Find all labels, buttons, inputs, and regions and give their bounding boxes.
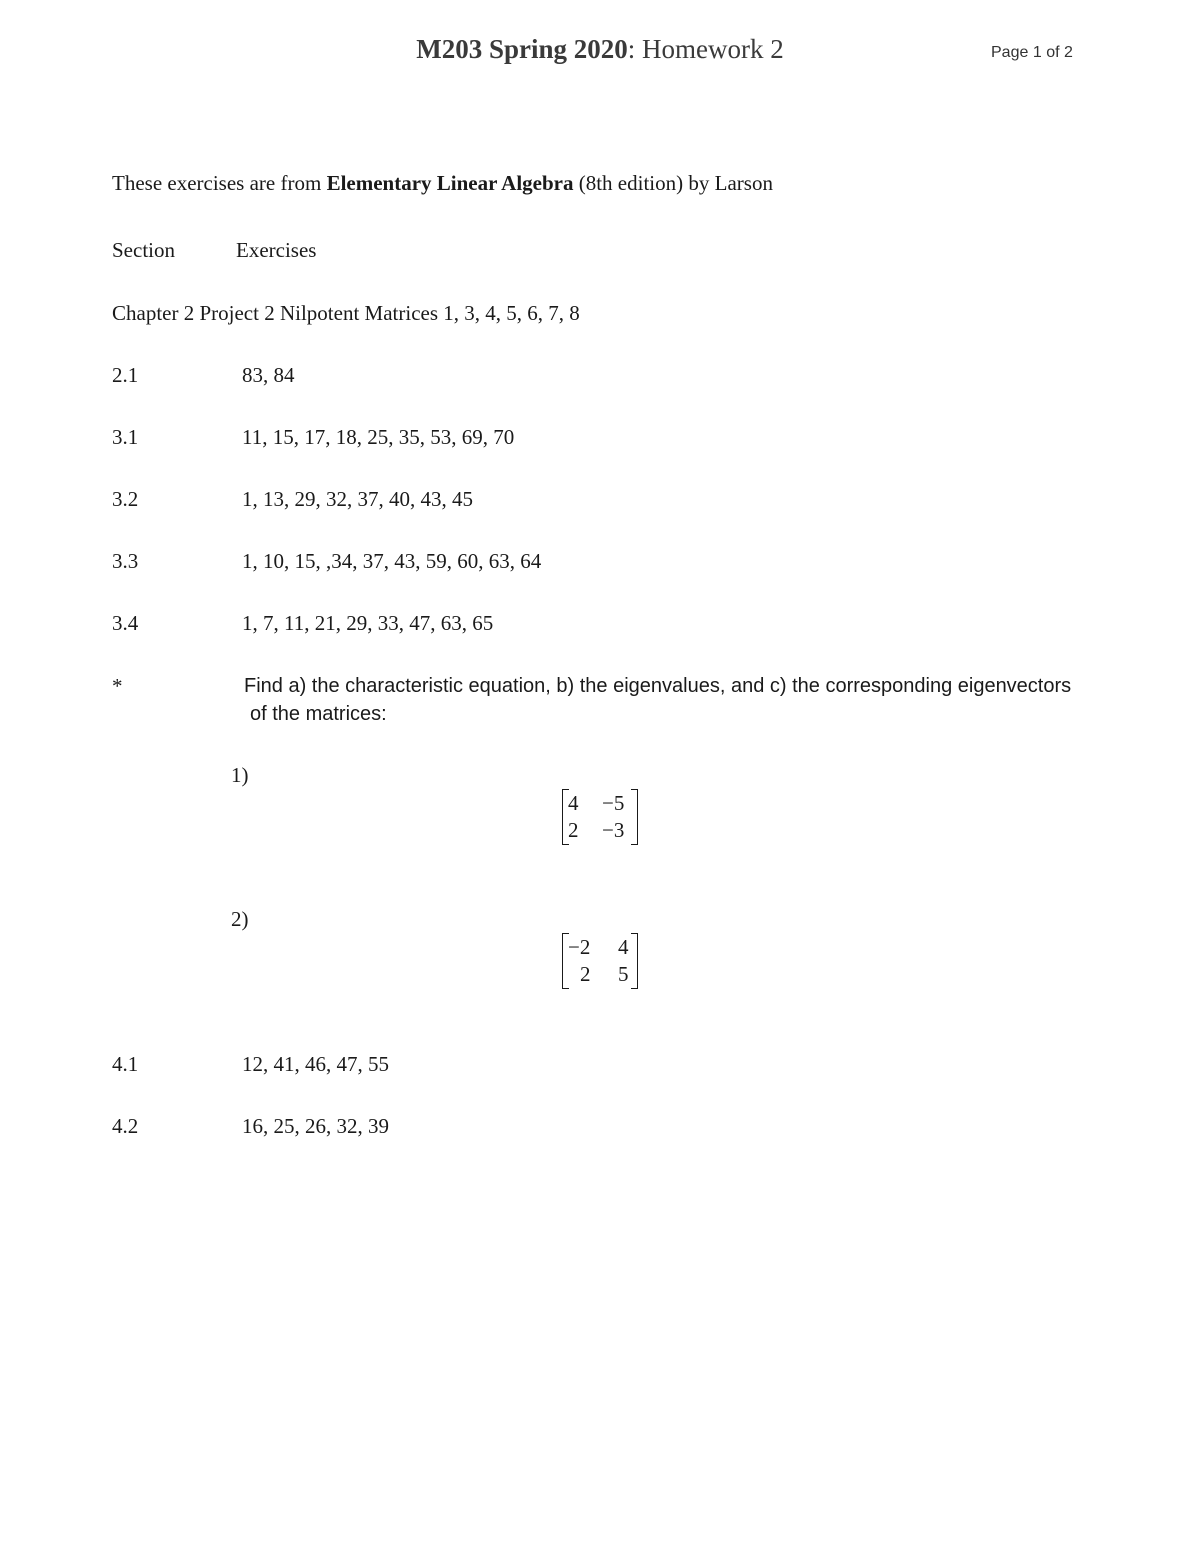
- matrix-cell: −5: [602, 791, 625, 815]
- page-current: 1: [1032, 44, 1042, 61]
- exercises-header: Exercises: [236, 238, 317, 262]
- problem-text-line1: Find a) the characteristic equation, b) the eigenvalues, and c) the corresponding eigenvectors: [244, 675, 1072, 697]
- matrix-1: [562, 789, 638, 845]
- page-label: Page: [991, 44, 1029, 61]
- exercise-list: 11, 15, 17, 18, 25, 35, 53, 69, 70: [242, 425, 515, 449]
- matrix-cell: 2: [580, 962, 591, 986]
- intro-line: [112, 171, 773, 196]
- section-header: Section: [112, 238, 175, 262]
- section-number: 3.2: [112, 487, 139, 511]
- matrix-2: [562, 933, 638, 989]
- matrix-label: 1): [231, 763, 249, 787]
- right-bracket: [631, 789, 638, 845]
- matrix-cell: −2: [568, 935, 591, 959]
- exercise-list: 83, 84: [242, 363, 295, 387]
- matrix-cell: −3: [602, 818, 625, 842]
- intro-prefix: These exercises are from: [112, 171, 327, 195]
- right-bracket: [631, 933, 638, 989]
- matrix-cell: 5: [618, 962, 629, 986]
- section-number: 3.1: [112, 425, 139, 449]
- assignment-name: Homework 2: [635, 34, 784, 64]
- matrix-cell: 2: [568, 818, 579, 842]
- project-line: Chapter 2 Project 2 Nilpotent Matrices 1, 3, 4, 5, 6, 7, 8: [112, 301, 580, 325]
- intro-suffix: (8th edition) by Larson: [573, 171, 773, 195]
- exercise-list: 1, 7, 11, 21, 29, 33, 47, 63, 65: [242, 611, 494, 635]
- exercise-list: 1, 13, 29, 32, 37, 40, 43, 45: [242, 487, 473, 511]
- page-number: [991, 44, 1073, 62]
- section-number: 3.4: [112, 611, 139, 635]
- matrix-cell: 4: [568, 791, 579, 815]
- title-colon: :: [627, 34, 636, 64]
- section-number: 4.1: [112, 1052, 139, 1076]
- exercise-list: 1, 10, 15, ,34, 37, 43, 59, 60, 63, 64: [242, 549, 542, 573]
- matrix-cell: 4: [618, 935, 629, 959]
- problem-text-line2: of the matrices:: [250, 703, 387, 725]
- star-marker: *: [112, 674, 123, 698]
- section-number: 3.3: [112, 549, 139, 573]
- section-number: 2.1: [112, 363, 139, 387]
- page-of: of 2: [1046, 44, 1073, 61]
- section-number: 4.2: [112, 1114, 139, 1138]
- book-title: Elementary Linear Algebra: [326, 171, 574, 195]
- exercise-list: 12, 41, 46, 47, 55: [242, 1052, 389, 1076]
- exercise-list: 16, 25, 26, 32, 39: [242, 1114, 389, 1138]
- matrix-label: 2): [231, 907, 249, 931]
- course-name: M203 Spring 2020: [416, 34, 628, 64]
